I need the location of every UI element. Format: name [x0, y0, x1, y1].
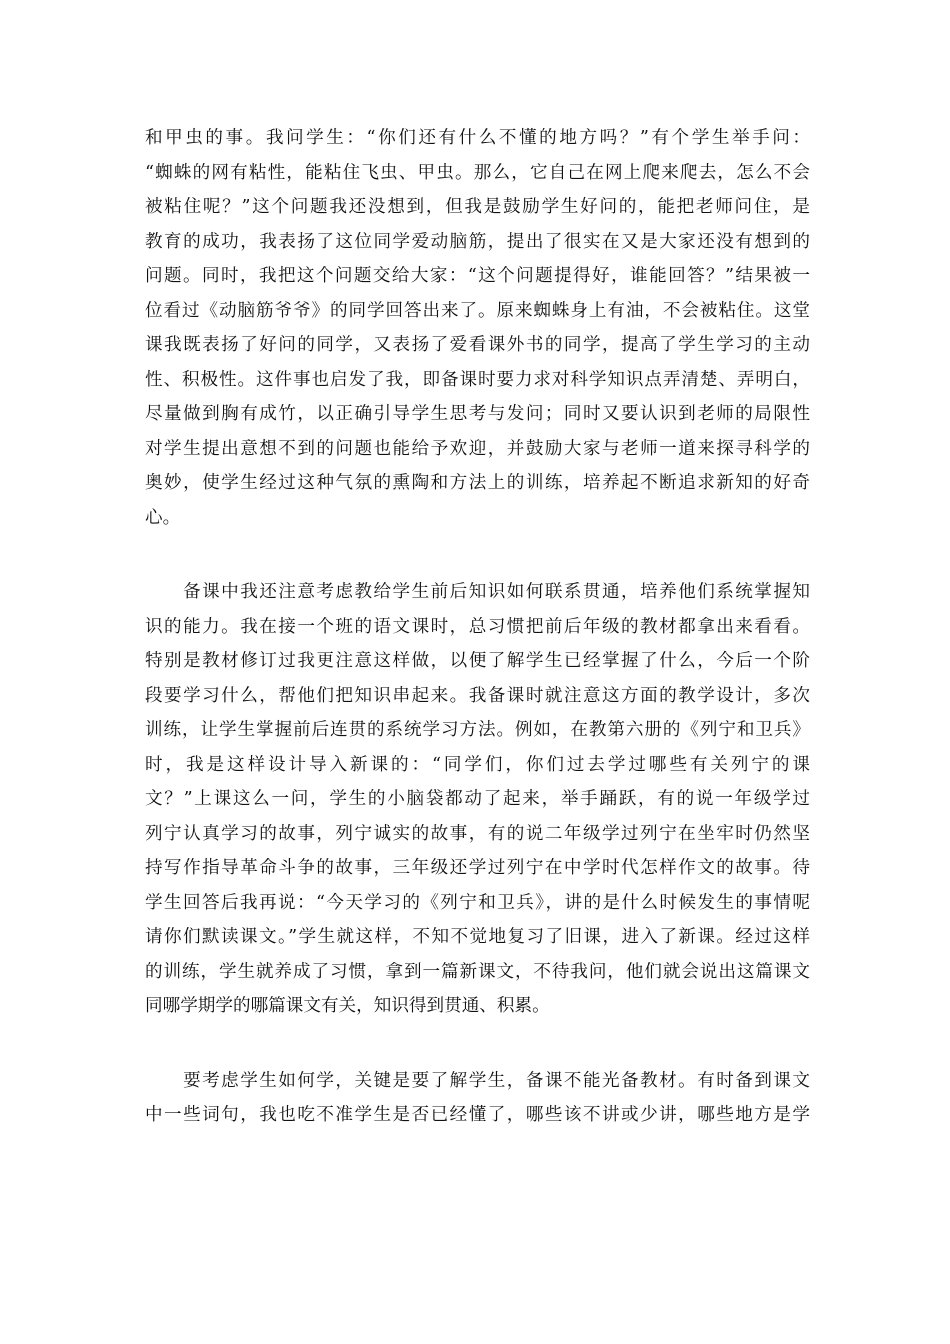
text-line: 段要学习什么，帮他们把知识串起来。我备课时就注意这方面的教学设计，多次: [145, 685, 810, 706]
paragraph-2: [145, 575, 810, 1024]
text-line: 学生回答后我再说：“今天学习的《列宁和卫兵》，讲的是什么时候发生的事情呢: [145, 892, 810, 913]
text-line: 时，我是这样设计导入新课的：“同学们，你们过去学过哪些有关列宁的课: [145, 754, 810, 775]
text-line: “蜘蛛的网有粘性，能粘住飞虫、甲虫。那么，它自己在网上爬来爬去，怎么不会: [145, 162, 810, 183]
text-line: 训练，让学生掌握前后连贯的系统学习方法。例如，在教第六册的《列宁和卫兵》: [145, 720, 810, 740]
text-line: 识的能力。我在接一个班的语文课时，总习惯把前后年级的教材都拿出来看看。: [145, 616, 810, 637]
text-line: 请你们默读课文。”学生就这样，不知不觉地复习了旧课，进入了新课。经过这样: [145, 927, 810, 947]
text-line: 备课中我还注意考虑教给学生前后知识如何联系贯通，培养他们系统掌握知: [145, 582, 810, 602]
paragraph-gap: [145, 1024, 810, 1064]
text-line: 性、积极性。这件事也启发了我，即备课时要力求对科学知识点弄清楚、弄明白，: [145, 369, 810, 390]
text-line: 特别是教材修订过我更注意这样做，以便了解学生已经掌握了什么，今后一个阶: [145, 651, 810, 671]
document-body: [145, 121, 810, 1133]
text-line: 位看过《动脑筋爷爷》的同学回答出来了。原来蜘蛛身上有油，不会被粘住。这堂: [145, 300, 810, 321]
text-line: 奥妙，使学生经过这种气氛的熏陶和方法上的训练，培养起不断追求新知的好奇: [145, 473, 810, 493]
text-line: 文？”上课这么一问，学生的小脑袋都动了起来，举手踊跃，有的说一年级学过: [145, 789, 810, 809]
text-line: 教育的成功，我表扬了这位同学爱动脑筋，提出了很实在又是大家还没有想到的: [145, 231, 810, 252]
text-line: 问题。同时，我把这个问题交给大家：“这个问题提得好，谁能回答？”结果被一: [145, 266, 810, 286]
text-line: 心。: [145, 507, 181, 528]
text-line: 的训练，学生就养成了习惯，拿到一篇新课文，不待我问，他们就会说出这篇课文: [145, 961, 810, 982]
text-line: 对学生提出意想不到的问题也能给予欢迎，并鼓励大家与老师一道来探寻科学的: [145, 438, 810, 459]
text-line: 持写作指导革命斗争的故事，三年级还学过列宁在中学时代怎样作文的故事。待: [145, 858, 810, 878]
text-line: 课我既表扬了好问的同学，又表扬了爱看课外书的同学，提高了学生学习的主动: [145, 335, 810, 355]
text-line: 同哪学期学的哪篇课文有关，知识得到贯通、积累。: [145, 996, 550, 1016]
text-line: 尽量做到胸有成竹，以正确引导学生思考与发问；同时又要认识到老师的局限性: [145, 404, 810, 424]
text-line: 中一些词句，我也吃不准学生是否已经懂了，哪些该不讲或少讲，哪些地方是学: [145, 1105, 810, 1125]
paragraph-1: [145, 121, 810, 535]
text-line: 被粘住呢？”这个问题我还没想到，但我是鼓励学生好问的，能把老师问住，是: [145, 197, 810, 217]
text-line: 要考虑学生如何学，关键是要了解学生，备课不能光备教材。有时备到课文: [145, 1070, 810, 1091]
text-line: 列宁认真学习的故事，列宁诚实的故事，有的说二年级学过列宁在坐牢时仍然坚: [145, 823, 810, 844]
paragraph-3: [145, 1064, 810, 1133]
text-line: 和甲虫的事。我问学生：“你们还有什么不懂的地方吗？”有个学生举手问：: [145, 128, 810, 148]
paragraph-gap: [145, 535, 810, 575]
